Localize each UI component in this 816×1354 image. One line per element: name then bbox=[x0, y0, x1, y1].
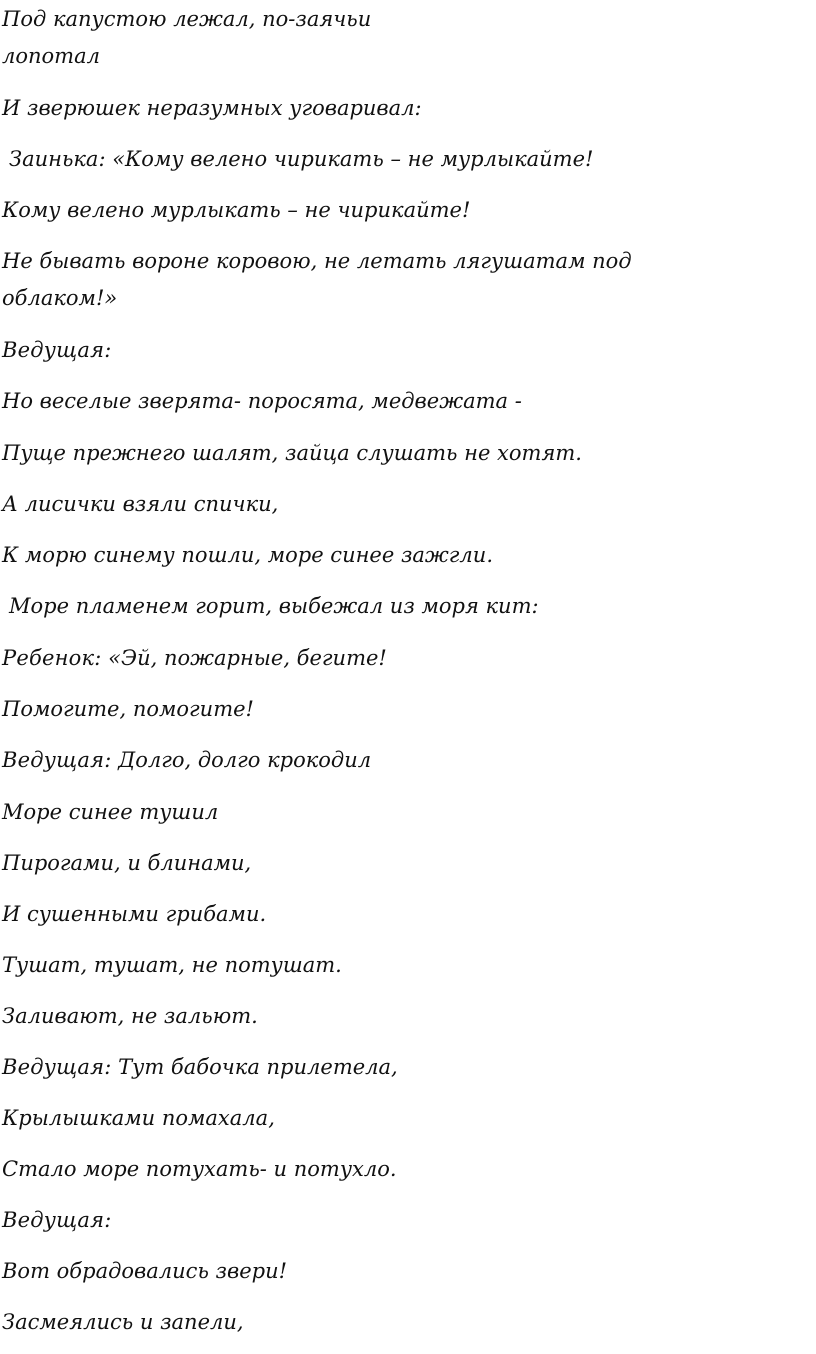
text-line: лопотал bbox=[2, 44, 100, 68]
speaker-label: Ведущая: bbox=[2, 748, 112, 772]
text-line: Море синее тушил bbox=[2, 800, 219, 824]
text-line: Помогите, помогите! bbox=[2, 697, 254, 721]
text-line: Под капустою лежал, по-заячьи bbox=[2, 7, 372, 31]
speaker-line bbox=[2, 337, 111, 363]
text-line: Не бывать вороне коровою, не летать лягушатам под bbox=[2, 249, 632, 273]
speaker-label: Ребенок: bbox=[2, 646, 102, 670]
text-line: К морю синему пошли, море синее зажгли. bbox=[2, 543, 493, 567]
text-line: Засмеялись и запели, bbox=[2, 1310, 244, 1334]
text-line: Заинька: «Кому велено чирикать – не мурлыкайте! bbox=[9, 147, 594, 171]
text-line: Кому велено мурлыкать – не чирикайте! bbox=[2, 198, 471, 222]
text-line: Пирогами, и блинами, bbox=[2, 851, 252, 875]
speaker-line: Ребенок: «Эй, пожарные, бегите! bbox=[2, 646, 387, 670]
text-line: А лисички взяли спички, bbox=[2, 492, 279, 516]
text-line: Море пламенем горит, выбежал из моря кит: bbox=[9, 594, 539, 618]
text-line: облаком!» bbox=[2, 286, 118, 310]
speaker-label: Ведущая: bbox=[2, 1208, 112, 1232]
text-line: И зверюшек неразумных уговаривал: bbox=[2, 96, 422, 120]
speaker-line: Ведущая: Тут бабочка прилетела, bbox=[2, 1055, 398, 1079]
speaker-label: Ведущая: bbox=[2, 1055, 112, 1079]
text-line: Пуще прежнего шалят, зайца слушать не хотят. bbox=[2, 441, 582, 465]
text-line: Тушат, тушат, не потушат. bbox=[2, 953, 342, 977]
speaker-line bbox=[2, 1207, 111, 1233]
text-line: И сушенными грибами. bbox=[2, 902, 267, 926]
text-line: Заливают, не зальют. bbox=[2, 1004, 258, 1028]
speaker-line: Ведущая: Долго, долго крокодил bbox=[2, 748, 372, 772]
text-line: Но веселые зверята- поросята, медвежата - bbox=[2, 389, 522, 413]
text-line: Крылышками помахала, bbox=[2, 1106, 275, 1130]
speaker-label: Ведущая: bbox=[2, 338, 112, 362]
text-line: Стало море потухать- и потухло. bbox=[2, 1157, 397, 1181]
text-line: Вот обрадовались звери! bbox=[2, 1259, 288, 1283]
